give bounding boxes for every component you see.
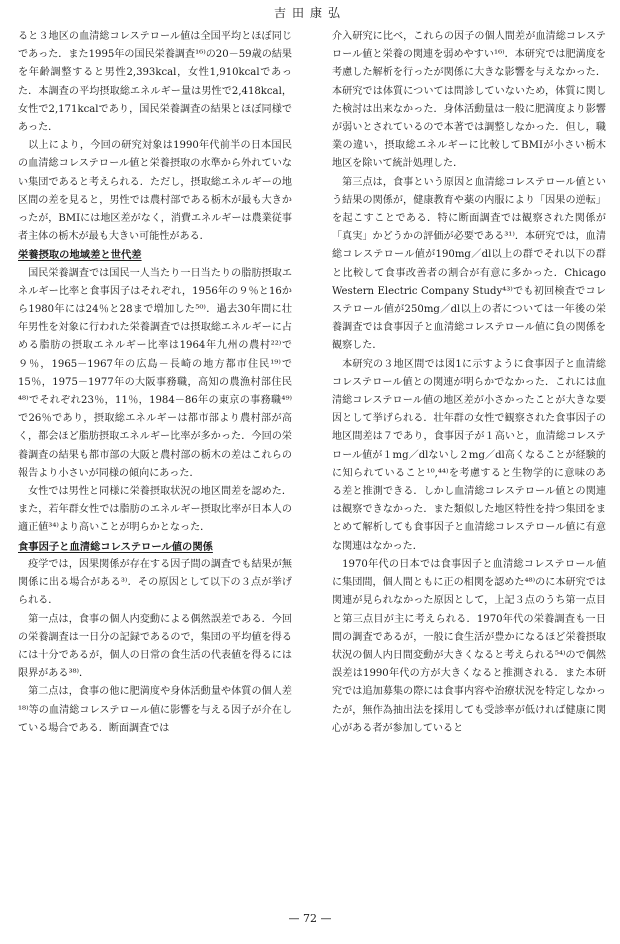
paragraph: 女性では男性と同様に栄養摂取状況の地区間差を認めた．また，若年群女性では脂肪のエネルギー摂取比率が日本人の適正値³⁴⁾より高いことが明らかとなった． xyxy=(18,486,292,534)
paragraph: 本研究の３地区間では図1に示すように食事因子と血清総コレステロール値との関連が明らかでなかった．これには血清総コレステロール値の地区差が小さかったことが大きな要因として挙げられる．壮年群の女性で観察された食事因子の地区間差は７であり，食事因子が１高いと，血清総コレステロール値が１mg／dlないし２mg／dl高くなることが経験的に知られていること¹⁰,⁴⁴⁾を考慮すると生物学的に意味のある差と推測できる．しかし血清総コレステロール値との関連は観察できなかった．また類似した地区特性を持つ集団をまとめて解析しても食事因子と血清総コレステロール値に有意な関連はなかった． xyxy=(332,358,606,552)
section-heading: 栄養摂取の地域差と世代差 xyxy=(18,249,142,262)
paragraph: 第一点は，食事の個人内変動による偶然誤差である．今回の栄養調査は一日分の記録であるので，集団の平均値を得るには十分であるが，個人の日常の食生活の代表値を得るには限界がある³⁸⁾． xyxy=(18,613,292,680)
right-column xyxy=(332,28,606,738)
section-heading: 食事因子と血清総コレステロール値の関係 xyxy=(18,540,213,553)
running-header: 吉田康弘 xyxy=(273,6,346,20)
page-number: — 72 — xyxy=(288,912,332,925)
paragraph: 1970年代の日本では食事因子と血清総コレステロール値に集団間，個人間ともに正の相関を認めた⁴⁸⁾のに本研究では関連が見られなかった原因として，上記３点のうち第一点目と第三点目が主に考えられる．1970年代の栄養調査も一日間の調査であるが，一般に食生活が豊かになるほど栄養摂取状況の個人内日間変動が大きくなると考えられる⁵⁴⁾ので偶然誤差は1990年代の方が大きくなると推測される．また本研究では追加募集の際には食事内容や治療状況を特定しなかったが，無作為抽出法を採用しても受診率が低ければ健康に関心がある者が参加していると xyxy=(332,558,606,734)
paragraph: 疫学では，因果関係が存在する因子間の調査でも結果が無関係に出る場合がある³⁾．その原因として以下の３点が挙げられる． xyxy=(18,558,292,607)
paragraph: 以上により，今回の研究対象は1990年代前半の日本国民の血清総コレステロール値と栄養摂取の水準から外れていない集団であると考えられる．ただし，摂取総エネルギーの地区間の差を見ると，男性では農村部である栃木が最も大きかったが，BMIには地区差がなく，消費エネルギーは農業従事者主体の栃木が最も大きい可能性がある． xyxy=(18,140,292,243)
paragraph: 第三点は，食事という原因と血清総コレステロール値という結果の関係が，健康教育や薬の内服により「因果の逆転」を起こすことである．特に断面調査では観察された関係が「真実」かどうかの評価が必要である³¹⁾．本研究では，血清総コレステロール値が190mg／dl以上の群でそれ以下の群と比較して食事改善者の割合が有意に多かった．Chicago Western Electric Company Study⁴³⁾でも初回検査でコレステロール値が250mg／dl以上の者については一年後の栄養調査では食事因子と血清総コレステロール値に負の関係を観察した． xyxy=(332,176,606,352)
left-column xyxy=(18,28,292,738)
paragraph: ると３地区の血清総コレステロール値は全国平均とほぼ同じであった．また1995年の国民栄養調査¹⁶⁾の20－59歳の結果を年齢調整すると男性2,393kcal，女性1,910kcalであった．本調査の平均摂取総エネルギー量は男性で2,418kcal，女性で2,171kcalであり，国民栄養調査の結果とほぼ同様であった． xyxy=(18,31,292,134)
paragraph: 第二点は，食事の他に肥満度や身体活動量や体質の個人差¹⁸⁾等の血清総コレステロール値に影響を与える因子が介在している場合である．断面調査では xyxy=(18,686,292,734)
paragraph: 国民栄養調査では国民一人当たり一日当たりの脂肪摂取エネルギー比率と食事因子はそれぞれ，1956年の９％と16から1980年には24％と28まで増加した⁵⁰⁾．過去30年間に壮年男性を対象に行われた栄養調査では摂取総エネルギーに占める脂肪の摂取エネルギー比率は1964年九州の農村²²⁾で９％，1965－1967年の広島－長崎の地方都市住民¹⁹⁾で15％，1975－1977年の大阪事務職，高知の農漁村部住民⁴⁸⁾でそれぞれ23％，11％，1984－86年の東京の事務職⁴⁹⁾で26％であり，摂取総エネルギーは都市部より農村部が高く，都会ほど脂肪摂取エネルギー比率が多かった．今回の栄養調査の結果も都市部の大阪と農村部の栃木の差はこれらの報告より小さいが同様の傾向にあった． xyxy=(18,267,292,479)
paragraph: 介入研究に比べ，これらの因子の個人間差が血清総コレステロール値と栄養の関連を弱めやすい¹⁶⁾．本研究では肥満度を考慮した解析を行ったが関係に大きな影響を与えなかった．本研究では体質については問診していないため，体質に関した検討は出来なかった．身体活動量は一般に肥満度より影響が弱いとされているので本著では調整しなかった．但し，職業の違い，摂取総エネルギーに比較してBMIが小さい栃木地区を除いて統計処理した． xyxy=(332,31,606,170)
